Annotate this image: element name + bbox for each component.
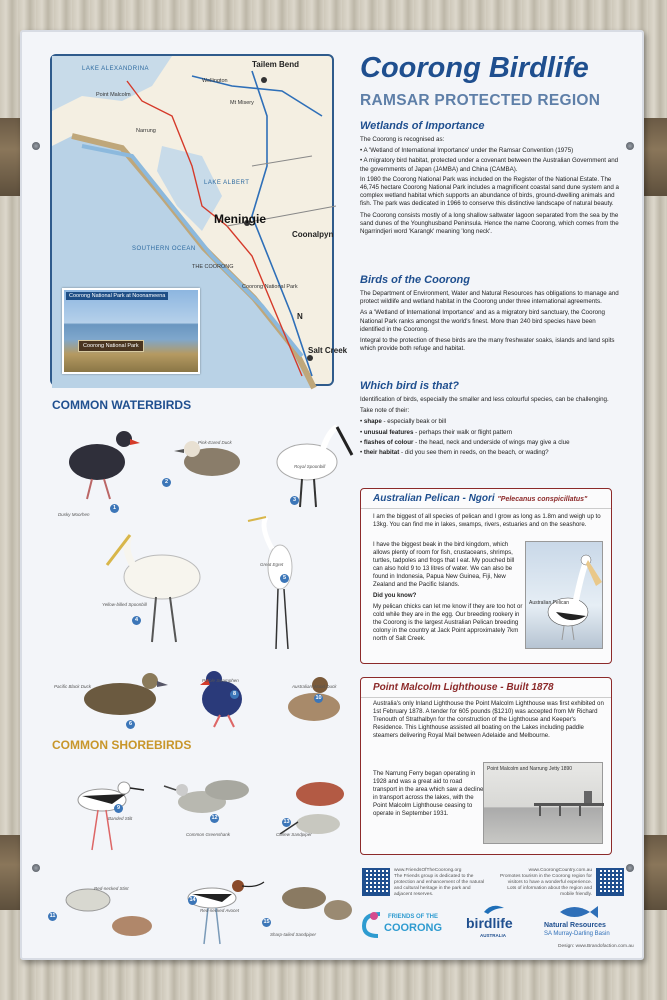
lighthouse-text: Australia's only Inland Lighthouse the Point Malcolm Lighthouse was first exhibited on 1st February 1878. A tender for 605 pounds ($1210) was accepted from Mr Richard Trenouth of Strathalbyn for the construction of the Lighthouse and Keeper's Residence. This Lighthouse assisted all boating on the Lakes including paddle steamers delivering Royal Mail between Adelaide and Melbourne. [373, 700, 604, 739]
friends-info [394, 868, 489, 898]
map-label: Coorong National Park [242, 284, 298, 290]
birds-of-coorong-heading: Birds of the Coorong [360, 274, 470, 286]
map-label: Salt Creek [308, 346, 348, 355]
pelican-text: I have the biggest beak in the bird kingdom, which allows plenty of room for fish, crustaceans, shrimps, turtles, tadpoles and frogs that I eat. My pouched bill can also hold 9 to 13 litres of water. We can also be found in Indonesia, Papua New Guinea, Fiji, New Zealand and the Pacific Islands. Did you know? My pelican chicks can let me know if they are too hot or cold while they are in the egg. Our breeding rookery in the Coorong is the largest Australian Pelican breeding colony in the country at Jack Point approximately 7km north of Salt Creek. [373, 541, 523, 642]
map-label: Coonalpyn [292, 230, 334, 239]
inset-park-sign: Coorong National Park [78, 340, 144, 352]
page-title: Coorong Birdlife [360, 52, 589, 84]
wetlands-intro: The Coorong is recognised as: [360, 136, 445, 143]
bird-name: Pink-Eared Duck [198, 440, 232, 445]
friends-logo-icon [360, 910, 384, 938]
bird-name: Red-necked Stint [94, 886, 129, 891]
qr-code-icon[interactable] [362, 868, 390, 896]
wetlands-bullet: • A migratory bird habitat, protected under a covenant between the Australian Government and the governments of Japan (JAMBA) and China (CAMBA). [360, 157, 619, 173]
bird-number: 9 [114, 804, 123, 813]
bird-number: 13 [283, 819, 290, 825]
map-label: LAKE ALBERT [204, 180, 250, 186]
bird-number: 14 [189, 897, 196, 903]
bird-name: Banded Stilt [108, 816, 133, 821]
page-subtitle: RAMSAR PROTECTED REGION [360, 92, 601, 109]
fish-logo-icon [556, 904, 598, 920]
bird-name: Yellow-billed Spoonbill [102, 602, 147, 607]
bolt-icon [626, 142, 634, 150]
map-label: Mt Misery [230, 100, 254, 106]
country-url[interactable]: www.CoorongCountry.com.au [528, 868, 592, 873]
pelican-heading: Australian Pelican - Ngori "Pelecanus conspicillatus" [361, 489, 611, 509]
waterbirds-heading: COMMON WATERBIRDS [52, 398, 192, 412]
paragraph: As a 'Wetland of International Importance' and as a migratory bird sanctuary, the Coorong National Park ranks amongst the world's finest. More than 240 bird species have been identified in the Coorong. [360, 309, 605, 333]
bird-name: Common Greenshank [186, 832, 231, 837]
bird-number: 12 [211, 815, 218, 821]
bird-number: 4 [132, 616, 141, 625]
wetlands-paragraph: The Coorong consists mostly of a long shallow saltwater lagoon separated from the sea by the sand dunes of the Younghusband Peninsula. Hence the name Coorong, which comes from the Ngarrindjeri word 'Karangk' meaning 'long neck'. [360, 211, 619, 236]
bird-number: 8 [230, 690, 239, 699]
bird-name: Great Egret [260, 562, 284, 567]
shorebirds-illustration [42, 760, 352, 950]
design-credit: Design: www.Brandofaction.com.au [558, 944, 634, 949]
information-sign: LAKE ALEXANDRINA Tailem Bend Meningie Coonalpyn LAKE ALBERT SOUTHERN OCEAN Salt Creek Narrung Point Malcolm Mt Misery Wellington THE COORONG Coorong National Park N Coorong National Park at Noonameena Coorong National Park Coorong Birdlife RAMSAR PROTECTED REGION Wetlands of Importance The Coorong is recognised as: • A 'Wetland of International Importance' under the Ramsar Convention (1975) • A migratory bird habitat, protected under a covenant between the Australian Government and the governments of Japan (JAMBA) and China (CAMBA). In 1980 the Coorong National Park was included on the Register of the National Estate. The 46,745 hectare Coorong National Park includes a magnificent coastal sand dune system and a complex wetland habitat which supports an abundance of birds, ground-dwelling animals and fish. The park was dedicated in 1966 to conserve this distinctive landscape of natural beauty. The Coorong consists mostly of a long shallow saltwater lagoon separated from the sea by the sand dunes of the Younghusband Peninsula. Hence the name Coorong, which comes from the Ngarrindjeri word 'Karangk' meaning 'long neck'. Birds of the Coorong The Department of Environment, Water and Natural Resources has obligations to manage and protect wildlife and wetland habitat in the Coorong under three international agreements. As a 'Wetland of International Importance' and as a migratory bird sanctuary, the Coorong National Park ranks amongst the world's finest. More than 240 bird species have been identified in the Coorong. Integral to the protection of these birds are the many freshwater soaks, islands and land spits which provide both refuge and habitat. Which bird is that? Identification of birds, especially the smaller and less colourful species, can be challenging. Take note of their: • shape - especially beak or bill • unusual features - perhaps their walk or flight pattern • flashes of colour - the head, neck and underside of wings may give a clue • their habitat - did you see them in reeds, on the beach, or wading? Australian Pelican - Ngori "Pelecanus conspicillatus" I am the biggest of all species of pelican and I grow as long as 1.8m and weigh up to 13kg. You can find me in lakes, swamps, rivers, estuaries and on the seashore. I have the biggest beak in the bird kingdom, which allows plenty of room for fish, crustaceans, shrimps, turtles, tadpoles and frogs that I eat. My pouched bill can also hold 9 to 13 litres of water. We can also be found in Indonesia, Papua New Guinea, Fiji, New Zealand and the Pacific Islands. Did you know? My pelican chicks can let me know if they are too hot or cold while they are in the egg. Our breeding rookery in the Coorong is the largest Australian Pelican breeding colony in the country at Jack Point approximately 7km north of Salt Creek. Australian Pelican Point Malcolm Lighthouse - Built 1878 Australia's only Inland Lighthouse the Point Malcolm Lighthouse was first exhibited on 1st February 1878. A tender for 605 pounds ($1210) was accepted from Mr Richard Trenouth of Strathalbyn for the construction of the Lighthouse and Keeper's Residence. This Lighthouse assisted all boating on the Lakes including paddle steamers delivering Royal Mail between Adelaide and Melbourne. The Narrung Ferry began operating in 1928 and was a great aid to road transport in the area which saw a decline in transport across the lakes, with the Point Malcolm Lighthouse ceasing to operate in September 1931. Point Malcolm and Narrung Jetty 1890 COMMON WATERBIRDS 1 Dusky Moorhen 2 Pink-Eared Duck 3 Royal Spoonbill 4 Yellow-billed Spoonbill 5 Great Egret 6 Pacific Black Duck 8 Purple Swamphen 10 Australian Wood Duck COMMON SHOREBIRDS 9 Banded Stilt 12 Common Greenshank 13 Curlew Sandpiper 11 Red-necked Stint 14 Red-necked Avocet 15 Sharp-tailed Sandpiper www.FriendsOfTheCoorong.org The Friends group is dedicated to the protection and enhancement of the natural and cultural heritage in the park and adjacent reserves. www.CoorongCountry.com.au Promotes tourism in the Coorong region for visitors to have a wonderful experience. Lots of information about the region and mobile friendly. FRIENDS OF THE COORONG birdlife AUSTRALIA Natural Resources SA Murray-Darling Basin Design: www.Brandofaction.com.au [20, 30, 644, 960]
lighthouse-box [360, 677, 612, 855]
map-label: Point Malcolm [96, 92, 131, 98]
bird-number: 10 [315, 695, 322, 701]
paragraph: Identification of birds, especially the smaller and less colourful species, can be challenging. [360, 396, 609, 403]
map-label: Wellington [202, 78, 228, 84]
map-label: Narrung [136, 128, 156, 134]
pelican-box [360, 488, 612, 664]
jetty-photo [483, 762, 603, 844]
tip-item: • their habitat - did you see them in reeds, on the beach, or wading? [360, 449, 549, 457]
tip-item: • flashes of colour - the head, neck and underside of wings may give a clue [360, 438, 570, 446]
bolt-icon [626, 864, 634, 872]
map-label: Meningie [214, 212, 267, 226]
bird-number: 5 [280, 574, 289, 583]
bird-number: 2 [162, 478, 171, 487]
lighthouse-heading: Point Malcolm Lighthouse - Built 1878 [361, 678, 611, 698]
wetlands-bullet: • A 'Wetland of International Importance' under the Ramsar Convention (1975) [360, 147, 574, 155]
map-label: Tailem Bend [252, 60, 299, 69]
bird-name: Dusky Moorhen [58, 512, 90, 517]
pelican-caption: Australian Pelican [529, 600, 570, 606]
coorong-map [50, 54, 348, 386]
paragraph: Take note of their: [360, 407, 410, 415]
paragraph: The Department of Environment, Water and Natural Resources has obligations to manage and protect wildlife and wetland habitat in the Coorong under three international agreements. [360, 290, 619, 306]
paragraph: Integral to the protection of these birds are the many freshwater soaks, islands and land spits which provide both refuge and habitat. [360, 337, 615, 353]
country-text: Promotes tourism in the Coorong region for visitors to have a wonderful experience. Lots of information about the region and mobile friendly. [500, 874, 592, 897]
pelican-intro: I am the biggest of all species of pelican and I grow as long as 1.8m and weigh up to 13kg. You can find me in lakes, swamps, rivers, estuaries and on the seashore. [373, 513, 601, 528]
bird-name: Australian Wood Duck [292, 684, 337, 689]
north-arrow-icon: N [297, 312, 303, 321]
bird-name: Red-necked Avocet [200, 908, 240, 913]
which-bird-heading: Which bird is that? [360, 380, 459, 392]
bird-name: Sharp-tailed Sandpiper [270, 932, 317, 937]
bird-number: 11 [49, 913, 56, 919]
bird-number: 15 [263, 919, 270, 925]
lighthouse-text: The Narrung Ferry began operating in 1928 and was a great aid to road transport in the area which saw a decline in transport across the lakes, with the Point Malcolm Lighthouse ceasing to operate in September 1931. [373, 770, 484, 817]
inset-photo [62, 288, 200, 374]
bird-number: 1 [110, 504, 119, 513]
wetlands-heading: Wetlands of Importance [360, 120, 485, 132]
birds-of-coorong-text [360, 290, 622, 356]
bird-name: Purple Swamphen [202, 678, 239, 683]
map-label: SOUTHERN OCEAN [132, 246, 196, 252]
shorebirds-heading: COMMON SHOREBIRDS [52, 738, 192, 752]
friends-text: The Friends group is dedicated to the protection and enhancement of the natural and cultural heritage in the park and adjacent reserves. [394, 874, 485, 897]
bird-name: Royal Spoonbill [294, 464, 326, 469]
wetlands-paragraph: In 1980 the Coorong National Park was included on the Register of the National Estate. The 46,745 hectare Coorong National Park includes a magnificent coastal sand dune system and a complex wetland habitat which supports an abundance of birds, ground-dwelling animals and fish. The park was dedicated in 1966 to conserve this distinctive landscape of natural beauty. [360, 175, 620, 208]
bolt-icon [32, 864, 40, 872]
bird-name: Curlew Sandpiper [276, 832, 312, 837]
map-label: THE COORONG [192, 264, 234, 270]
bird-number: 6 [126, 720, 135, 729]
which-bird-text [360, 396, 622, 459]
birdlife-logo-icon [482, 902, 506, 916]
bird-name: Pacific Black Duck [54, 684, 92, 689]
country-info [500, 868, 592, 898]
friends-url[interactable]: www.FriendsOfTheCoorong.org [394, 868, 462, 873]
bird-number: 3 [290, 496, 299, 505]
wetlands-text [360, 136, 622, 239]
jetty-caption: Point Malcolm and Narrung Jetty 1890 [487, 766, 573, 772]
inset-caption: Coorong National Park at Noonameena [66, 292, 168, 300]
pelican-photo [525, 541, 603, 649]
tip-item: • shape - especially beak or bill [360, 418, 447, 426]
tip-item: • unusual features - perhaps their walk or flight pattern [360, 428, 513, 436]
bolt-icon [32, 142, 40, 150]
qr-code-icon[interactable] [596, 868, 624, 896]
map-label: LAKE ALEXANDRINA [82, 66, 150, 72]
